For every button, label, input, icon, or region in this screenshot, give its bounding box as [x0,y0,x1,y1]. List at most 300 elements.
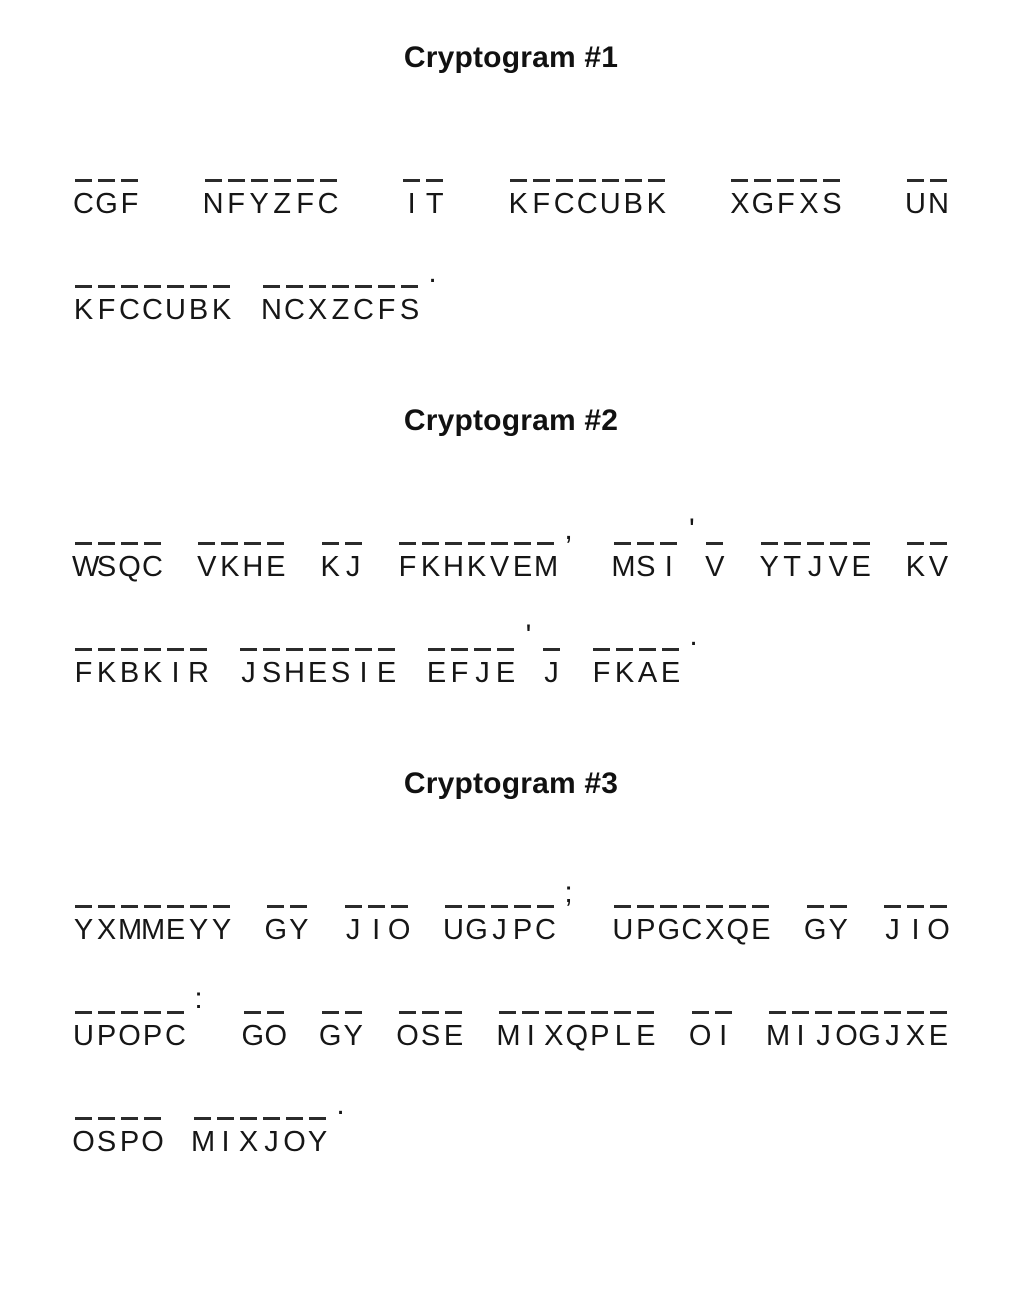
cipher-letter: O [927,914,950,946]
cipher-word [425,619,563,689]
cipher-letter-row [264,915,310,945]
cipher-letter-row [689,1021,735,1051]
cipher-letter: J [807,551,823,583]
cipher-letter: C [165,1020,186,1052]
cipher-letter: M [533,551,559,583]
blank-slot [213,272,230,288]
cipher-letter: X [238,1126,259,1158]
cipher-letter: K [320,551,340,583]
blank-slot [823,166,840,182]
cipher-letter: H [443,551,464,583]
cipher-word [881,892,950,945]
blank-slot [403,166,420,182]
cipher-letter: O [72,1126,95,1158]
cipher-letter: S [261,657,282,689]
blank-slot [777,166,794,182]
cipher-word [804,892,850,945]
cipher-letter: J [492,914,507,946]
answer-blank-row [202,166,340,182]
blank-slot [761,529,778,545]
cipher-letter: V [705,551,725,583]
answer-blank-row [728,166,843,182]
cipher-letter: I [359,657,368,689]
blank-slot [98,892,115,908]
cipher-word [72,635,210,688]
blank-slot [75,272,92,288]
blank-slot [537,892,554,908]
cipher-letter: G [264,914,288,946]
blank-slot [267,892,284,908]
blank-slot [930,166,947,182]
blank-slot [522,998,539,1014]
blank-slot [267,529,284,545]
empty-cell [557,915,580,945]
cipher-letter: J [885,1020,900,1052]
blank-slot [98,272,115,288]
cipher-letter: J [264,1126,279,1158]
cipher-letter: O [141,1126,164,1158]
blank-slot [378,272,395,288]
blank-slot [144,892,161,908]
cipher-letter: J [345,551,361,583]
blank-slot [637,529,654,545]
blank-slot [75,166,92,182]
cipher-letter: H [284,657,305,689]
blank-slot [807,892,824,908]
cipher-letter: G [657,914,681,946]
cipher-word [396,998,465,1051]
cipher-letter: K [211,294,232,326]
cipher-letter: C [317,188,339,220]
cipher-letter: F [377,294,396,326]
cipher-word [728,166,843,219]
blank-slot [274,166,291,182]
cipher-letter: Q [726,914,750,946]
cipher-letter: X [905,1020,926,1052]
cipher-letter: S [96,1126,117,1158]
blank-slot [167,892,184,908]
answer-blank-row [396,513,580,546]
puzzle-title: Cryptogram #2 [403,404,619,437]
blank-slot [637,892,654,908]
answer-blank-row [72,272,233,288]
cipher-letter-row [241,1021,287,1051]
cipher-word [237,635,398,688]
blank-slot [907,998,924,1014]
cipher-letter-row [904,189,950,219]
cipher-letter: E [851,551,871,583]
cipher-letter-row [72,189,141,219]
blank-slot [144,635,161,651]
cipher-letter: O [283,1126,306,1158]
cipher-letter-row [396,552,580,582]
cipher-letter-row [611,552,726,582]
blank-slot [144,529,161,545]
cipher-letter: V [928,551,949,583]
blank-slot [322,529,339,545]
cipher-word [396,513,580,583]
cipher-letter: I [407,188,416,220]
cipher-letter-row [342,915,411,945]
puzzle-line [72,1088,950,1158]
cipher-letter: U [73,1020,94,1052]
cipher-letter-row [195,552,287,582]
cipher-letter-row [507,189,668,219]
cipher-letter: C [576,188,598,220]
cipher-letter: E [426,657,447,689]
cipher-word [72,166,141,219]
cipher-letter-row [425,658,563,688]
cipher-letter: E [165,914,186,946]
blank-slot [784,529,801,545]
cipher-letter: E [512,551,533,583]
answer-blank-row [496,998,657,1014]
blank-slot [616,635,633,651]
cipher-letter: R [188,657,209,689]
cipher-letter: B [188,294,209,326]
blank-slot [660,892,677,908]
blank-slot [754,166,771,182]
cipher-word [72,529,164,582]
cipher-letter-row [881,915,950,945]
cipher-letter: E [307,657,328,689]
blank-slot [332,635,349,651]
cipher-word [72,1104,164,1157]
blank-slot [332,272,349,288]
cipher-letter: C [142,551,163,583]
cipher-letter: I [911,914,920,946]
cipher-letter: Y [249,188,269,220]
blank-slot [838,998,855,1014]
cipher-letter: M [191,1126,216,1158]
cipher-word [400,166,446,219]
puzzle-title: Cryptogram #1 [403,41,619,74]
answer-blank-row [319,998,365,1014]
blank-slot [240,1104,257,1120]
puzzle-title: Cryptogram #3 [403,767,619,800]
answer-blank-row [72,1104,164,1120]
cipher-letter: G [751,188,775,220]
cipher-letter: E [266,551,286,583]
cipher-letter-row [72,295,233,325]
cipher-word [689,998,735,1051]
puzzle-line [72,166,950,219]
blank-slot [399,998,416,1014]
blank-slot [497,635,514,651]
cipher-word [72,272,233,325]
blank-slot [75,892,92,908]
cipher-letter-row [72,1021,210,1051]
blank-slot [930,892,947,908]
cipher-letter: J [475,657,490,689]
cipher-letter: M [765,1020,791,1052]
blank-slot [543,635,560,651]
blank-slot [267,998,284,1014]
blank-slot [637,998,654,1014]
blank-slot [884,892,901,908]
cipher-word [264,892,310,945]
blank-slot [510,166,527,182]
cipher-letter: S [96,551,117,583]
blank-slot [290,892,307,908]
cipher-letter: K [420,551,441,583]
punctuation-mark: . [689,619,698,652]
blank-slot [614,998,631,1014]
blank-slot [355,635,372,651]
blank-slot [190,892,207,908]
cipher-letter: O [396,1020,419,1052]
blank-slot [401,272,418,288]
answer-blank-row [319,529,365,545]
cipher-word [260,256,444,326]
blank-slot [422,529,439,545]
cipher-word [611,892,772,945]
cipher-letter: J [241,657,256,689]
cipher-letter-row [758,552,873,582]
answer-blank-row [611,513,726,546]
blank-slot [602,166,619,182]
cipher-letter: F [97,294,116,326]
cipher-letter: C [142,294,163,326]
blank-slot [514,529,531,545]
blank-slot [355,272,372,288]
cipher-letter: E [660,657,681,689]
blank-slot [167,635,184,651]
blank-slot [614,529,631,545]
cipher-letter: P [96,1020,117,1052]
blank-slot [198,529,215,545]
blank-slot [98,529,115,545]
cipher-letter: M [141,914,166,946]
answer-blank-row [425,619,563,652]
cipher-letter: U [599,188,621,220]
cipher-letter: C [73,188,94,220]
cipher-word [766,998,950,1051]
answer-blank-row [766,998,950,1014]
blank-slot [491,892,508,908]
cipher-letter: V [197,551,217,583]
cipher-letter: Y [211,914,232,946]
blank-slot [286,272,303,288]
cipher-word [72,892,233,945]
blank-slot [75,1104,92,1120]
cipher-letter: M [611,551,636,583]
blank-slot [662,635,679,651]
blank-slot [815,998,832,1014]
blank-slot [683,892,700,908]
blank-slot [205,166,222,182]
cipher-letter: F [227,188,245,220]
cipher-letter: E [636,1020,656,1052]
blank-slot [800,166,817,182]
cipher-letter: K [466,551,487,583]
cipher-letter: T [783,551,801,583]
cipher-letter: F [120,188,139,220]
answer-blank-row [400,166,446,182]
punctuation-mark: : [194,982,203,1015]
cipher-word [191,1088,352,1158]
answer-blank-row [758,529,873,545]
blank-slot [144,272,161,288]
blank-slot [251,166,268,182]
blank-slot [639,635,656,651]
blank-slot [884,998,901,1014]
cipher-letter-row [396,1021,465,1051]
blank-slot [190,272,207,288]
cipher-letter-row [611,915,772,945]
cipher-word [904,166,950,219]
answer-blank-row [72,635,210,651]
blank-slot [830,892,847,908]
cipher-letter: Y [759,551,779,583]
answer-blank-row [804,892,850,908]
cipher-letter: P [636,914,656,946]
cipher-letter: K [508,188,528,220]
answer-blank-row [590,619,705,652]
answer-blank-row [881,892,950,908]
cipher-letter: X [705,914,725,946]
cipher-letter: B [119,657,140,689]
blank-slot [167,998,184,1014]
blank-slot [320,166,337,182]
empty-cell [329,1127,352,1157]
punctuation-mark: . [428,256,437,289]
answer-blank-row [260,256,444,289]
answer-blank-row [904,166,950,182]
cipher-letter-row [72,658,210,688]
cipher-letter: O [387,914,411,946]
empty-cell [421,295,444,325]
blank-slot [715,998,732,1014]
cipher-letter: F [450,657,469,689]
cipher-letter: U [443,914,464,946]
cipher-letter: F [398,551,417,583]
blank-slot [98,1104,115,1120]
answer-blank-row [195,529,287,545]
cipher-letter: C [681,914,703,946]
cipher-letter: S [420,1020,441,1052]
cipher-letter: Z [273,188,291,220]
blank-slot [98,166,115,182]
blank-slot [830,529,847,545]
cipher-letter: U [612,914,634,946]
cipher-letter: F [592,657,611,689]
punctuation-mark: . [336,1088,345,1121]
cipher-letter: X [799,188,819,220]
blank-slot [75,529,92,545]
cipher-letter: F [532,188,551,220]
cipher-letter: P [512,914,533,946]
blank-slot [752,892,769,908]
cipher-letter: C [119,294,140,326]
blank-slot [706,892,723,908]
cipher-word [496,998,657,1051]
blank-slot [213,892,230,908]
blank-slot [614,892,631,908]
blank-slot [121,892,138,908]
blank-slot [98,998,115,1014]
cipher-letter: O [688,1020,712,1052]
cipher-letter-row [728,189,843,219]
blank-slot [309,272,326,288]
cipher-letter: K [142,657,163,689]
blank-slot [194,1104,211,1120]
blank-slot [263,272,280,288]
cipher-letter: I [526,1020,535,1052]
cipher-letter-row [319,1021,365,1051]
cipher-letter-row [904,552,950,582]
puzzle-line [72,876,950,946]
cipher-letter: P [142,1020,163,1052]
blank-slot [861,998,878,1014]
cipher-letter: G [241,1020,265,1052]
blank-slot [468,529,485,545]
cipher-letter: E [495,657,516,689]
punctuation-mark: ' [525,619,532,652]
answer-blank-row [396,998,465,1014]
empty-cell [517,658,540,688]
cipher-letter: M [118,914,143,946]
cipher-letter-row [319,552,365,582]
blank-slot [907,892,924,908]
blank-slot [121,998,138,1014]
blank-slot [240,635,257,651]
blank-slot [445,529,462,545]
puzzle-line [72,982,950,1052]
cipher-word [195,529,287,582]
cipher-letter: C [353,294,374,326]
cipher-letter: E [376,657,397,689]
blank-slot [533,166,550,182]
blank-slot [345,892,362,908]
blank-slot [190,635,207,651]
cipher-letter: N [927,188,949,220]
blank-slot [537,529,554,545]
blank-slot [451,635,468,651]
cipher-letter-row [496,1021,657,1051]
cipher-letter: G [318,1020,342,1052]
cipher-letter: Q [118,551,141,583]
cipher-letter: J [345,914,361,946]
cipher-letter: Y [343,1020,363,1052]
answer-blank-row [611,892,772,908]
cipher-letter: S [636,551,656,583]
cipher-letter: X [307,294,328,326]
cipher-letter: L [614,1020,631,1052]
cipher-letter: G [858,1020,881,1052]
empty-cell [187,1021,210,1051]
blank-slot [491,529,508,545]
cipher-letter: K [96,657,117,689]
puzzle-line [72,513,950,583]
blank-slot [428,635,445,651]
cipher-word [202,166,340,219]
cipher-letter: S [822,188,842,220]
blank-slot [98,635,115,651]
blank-slot [499,998,516,1014]
blank-slot [217,1104,234,1120]
answer-blank-row [72,529,164,545]
cipher-word [442,876,580,946]
punctuation-mark: , [564,513,573,546]
empty-cell [682,658,705,688]
cipher-letter: T [425,188,444,220]
puzzle-line [72,619,950,689]
blank-slot [591,998,608,1014]
cipher-letter: I [719,1020,728,1052]
answer-blank-row [904,529,950,545]
cipher-letter: M [496,1020,521,1052]
